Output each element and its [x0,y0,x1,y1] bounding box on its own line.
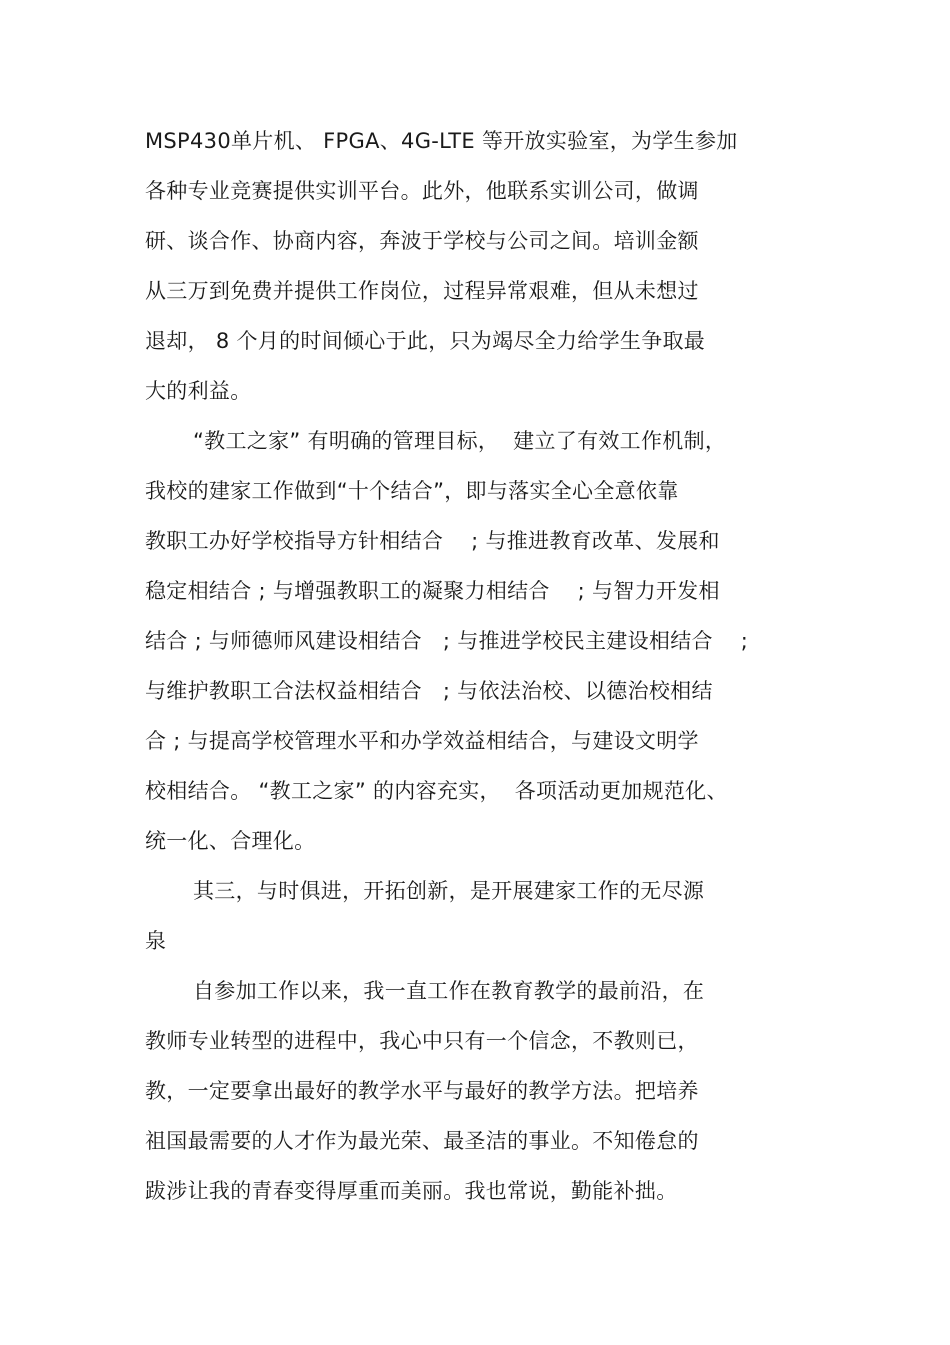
text-line: 与维护教职工合法权益相结合 ; 与依法治校、以德治校相结 [145,679,713,703]
section-heading-line: 其三，与时俱进，开拓创新，是开展建家工作的无尽源 [193,879,705,903]
text-line: 跋涉让我的青春变得厚重而美丽。我也常说，勤能补拙。 [145,1179,678,1203]
text-line: 退却， 8 个月的时间倾心于此，只为竭尽全力给学生争取最 [145,329,706,353]
text-line: 稳定相结合 ; 与增强教职工的凝聚力相结合 ; 与智力开发相 [145,579,720,603]
section-heading-line: 泉 [145,929,167,953]
text-line: 结合 ; 与师德师风建设相结合 ; 与推进学校民主建设相结合 ; [145,629,749,653]
text-line: MSP430单片机、 FPGA、4G-LTE 等开放实验室，为学生参加 [145,129,738,153]
text-line: 各种专业竞赛提供实训平台。此外，他联系实训公司，做调 [145,179,699,203]
text-line: 祖国最需要的人才作为最光荣、最圣洁的事业。不知倦怠的 [145,1129,699,1153]
text-line: 校相结合。 “教工之家” 的内容充实， 各项活动更加规范化、 [145,779,728,803]
text-line: 我校的建家工作做到“十个结合”，即与落实全心全意依靠 [145,479,679,503]
text-line: 教，一定要拿出最好的教学水平与最好的教学方法。把培养 [145,1079,699,1103]
paragraph-first-line: “教工之家” 有明确的管理目标， 建立了有效工作机制， [193,429,727,453]
text-line: 从三万到免费并提供工作岗位，过程异常艰难，但从未想过 [145,279,699,303]
text-line: 教职工办好学校指导方针相结合 ; 与推进教育改革、发展和 [145,529,720,553]
text-line: 大的利益。 [145,379,252,403]
paragraph-first-line: 自参加工作以来，我一直工作在教育教学的最前沿，在 [193,979,705,1003]
text-line: 研、谈合作、协商内容，奔波于学校与公司之间。培训金额 [145,229,699,253]
text-line: 合 ; 与提高学校管理水平和办学效益相结合，与建设文明学 [145,729,699,753]
text-line: 统一化、合理化。 [145,829,316,853]
text-line: 教师专业转型的进程中，我心中只有一个信念，不教则已， [145,1029,699,1053]
